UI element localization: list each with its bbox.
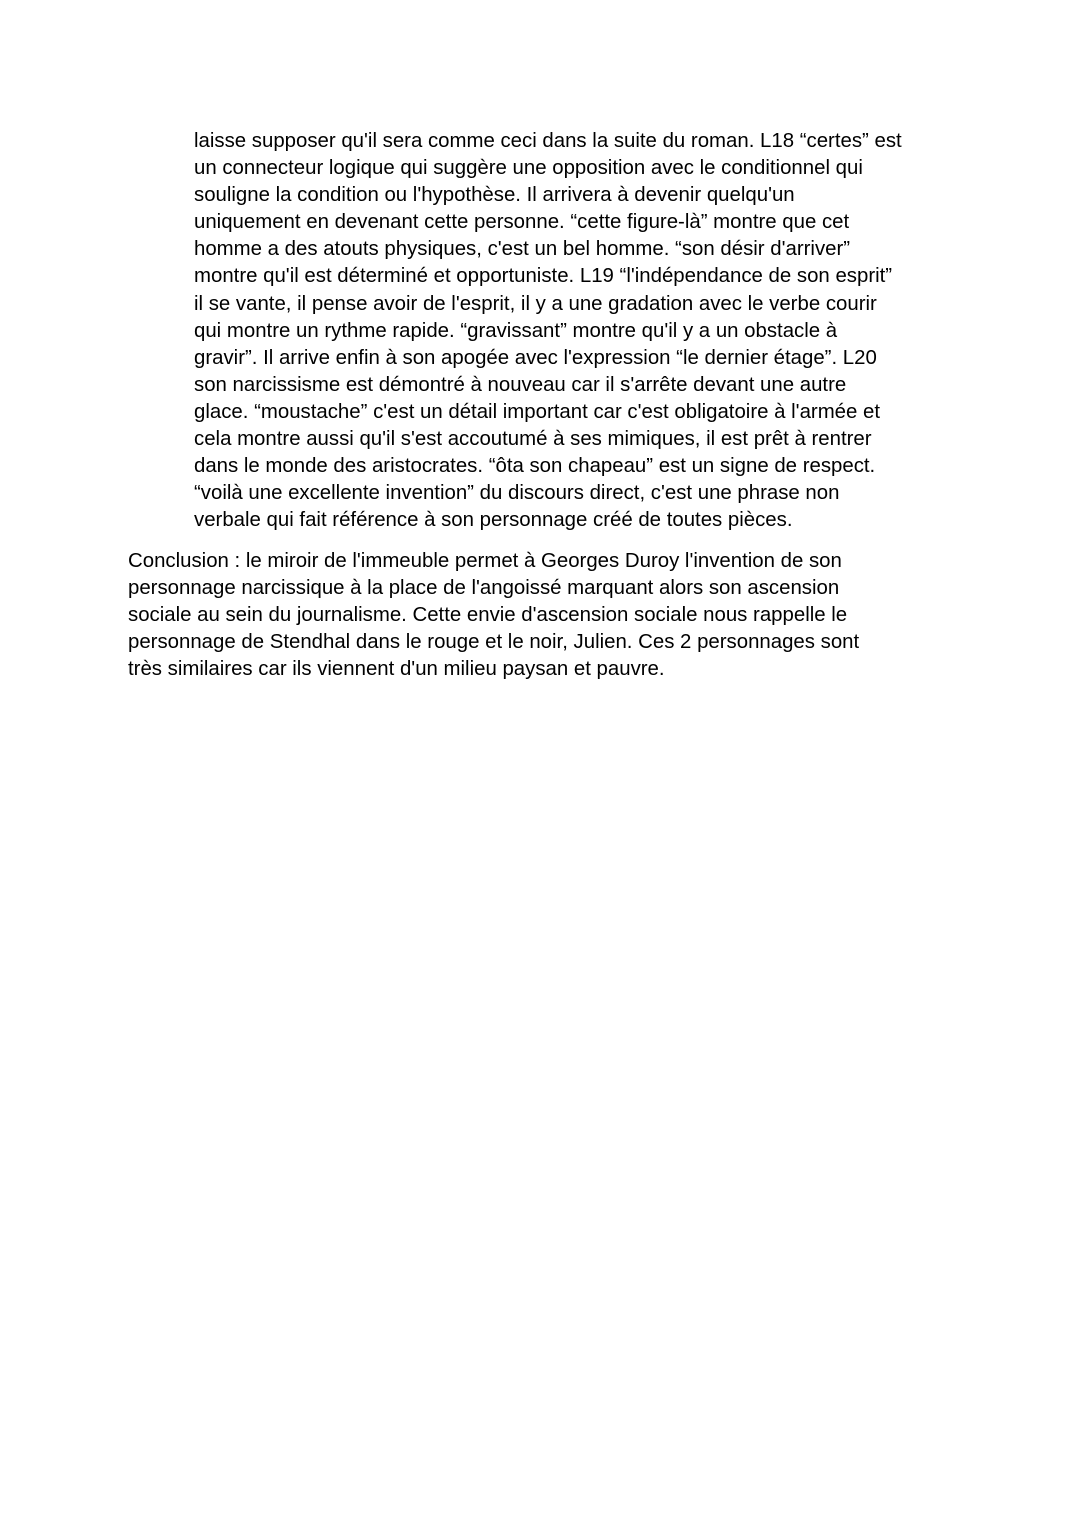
analysis-line: homme a des atouts physiques, c'est un bel homme. “son désir d'arriver” bbox=[194, 238, 851, 261]
analysis-line: dans le monde des aristocrates. “ôta son chapeau” est un signe de respect. bbox=[194, 455, 876, 478]
conclusion-line: sociale au sein du journalisme. Cette envie d'ascension sociale nous rappelle le bbox=[128, 604, 848, 627]
analysis-line: qui montre un rythme rapide. “gravissant” montre qu'il y a un obstacle à bbox=[194, 319, 838, 342]
analysis-line: cela montre aussi qu'il s'est accoutumé à ses mimiques, il est prêt à rentrer bbox=[194, 428, 872, 451]
conclusion-line: très similaires car ils viennent d'un milieu paysan et pauvre. bbox=[128, 658, 665, 681]
analysis-line: un connecteur logique qui suggère une opposition avec le conditionnel qui bbox=[194, 157, 863, 180]
analysis-line: verbale qui fait référence à son personnage créé de toutes pièces. bbox=[194, 509, 793, 532]
analysis-line: il se vante, il pense avoir de l'esprit, il y a une gradation avec le verbe courir bbox=[194, 292, 877, 315]
analysis-line: montre qu'il est déterminé et opportuniste. L19 “l'indépendance de son esprit” bbox=[194, 265, 893, 288]
analysis-line: son narcissisme est démontré à nouveau car il s'arrête devant une autre bbox=[194, 373, 847, 396]
analysis-line: uniquement en devenant cette personne. “cette figure-là” montre que cet bbox=[194, 211, 850, 234]
analysis-line: laisse supposer qu'il sera comme ceci dans la suite du roman. L18 “certes” est bbox=[194, 130, 902, 152]
conclusion-paragraph bbox=[128, 548, 928, 683]
conclusion-line: personnage de Stendhal dans le rouge et le noir, Julien. Ces 2 personnages sont bbox=[128, 631, 860, 654]
analysis-line: gravir”. Il arrive enfin à son apogée avec l'expression “le dernier étage”. L20 bbox=[194, 346, 877, 369]
analysis-paragraph bbox=[194, 128, 964, 534]
conclusion-line: personnage narcissique à la place de l'angoissé marquant alors son ascension bbox=[128, 577, 840, 600]
analysis-line: “voilà une excellente invention” du discours direct, c'est une phrase non bbox=[194, 482, 840, 505]
conclusion-line: Conclusion : le miroir de l'immeuble permet à Georges Duroy l'invention de son bbox=[128, 550, 842, 572]
analysis-line: souligne la condition ou l'hypothèse. Il arrivera à devenir quelqu'un bbox=[194, 184, 795, 207]
analysis-line: glace. “moustache” c'est un détail important car c'est obligatoire à l'armée et bbox=[194, 400, 881, 423]
